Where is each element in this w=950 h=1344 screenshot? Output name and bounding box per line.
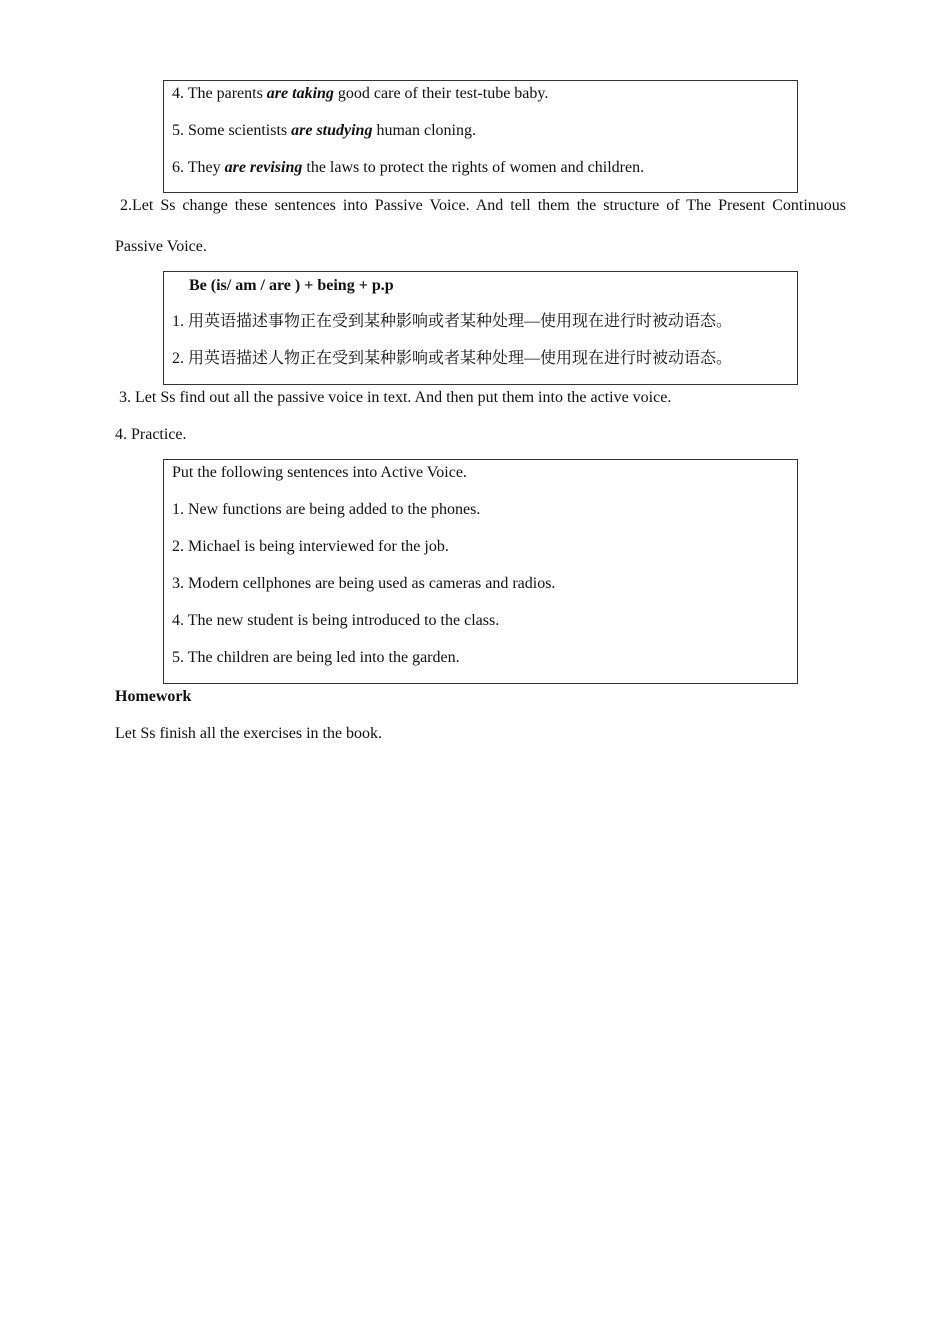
step-4-heading: 4. Practice.	[115, 426, 187, 443]
structure-box	[163, 271, 798, 385]
example-sentence: 5. Some scientists are studying human cloning.	[172, 122, 476, 139]
practice-item: 3. Modern cellphones are being used as cameras and radios.	[172, 575, 556, 592]
practice-instruction: Put the following sentences into Active Voice.	[172, 464, 467, 481]
example-sentences-box	[163, 80, 798, 193]
step-2-instruction: 2.Let Ss change these sentences into Passive Voice. And tell them the structure of The Present Continuous	[120, 197, 846, 214]
step-3-instruction: 3. Let Ss find out all the passive voice in text. And then put them into the active voice.	[119, 389, 672, 406]
practice-item: 2. Michael is being interviewed for the job.	[172, 538, 449, 555]
practice-item: 5. The children are being led into the garden.	[172, 649, 460, 666]
homework-text: Let Ss finish all the exercises in the book.	[115, 725, 383, 742]
step-2-instruction-continued: Passive Voice.	[115, 238, 207, 255]
practice-box	[163, 459, 798, 684]
example-sentence: 6. They are revising the laws to protect the rights of women and children.	[172, 159, 645, 176]
verb-emphasis: are taking	[266, 85, 334, 102]
usage-rule: 2. 用英语描述人物正在受到某种影响或者某种处理—使用现在进行时被动语态。	[172, 350, 733, 367]
usage-rule: 1. 用英语描述事物正在受到某种影响或者某种处理—使用现在进行时被动语态。	[172, 313, 733, 330]
practice-item: 1. New functions are being added to the phones.	[172, 501, 481, 518]
verb-emphasis: are studying	[291, 122, 373, 139]
verb-emphasis: are revising	[224, 159, 303, 176]
example-sentence: 4. The parents are taking good care of their test-tube baby.	[172, 85, 549, 102]
homework-heading: Homework	[115, 688, 192, 705]
structure-formula: Be (is/ am / are ) + being + p.p	[189, 277, 394, 294]
practice-item: 4. The new student is being introduced to the class.	[172, 612, 500, 629]
